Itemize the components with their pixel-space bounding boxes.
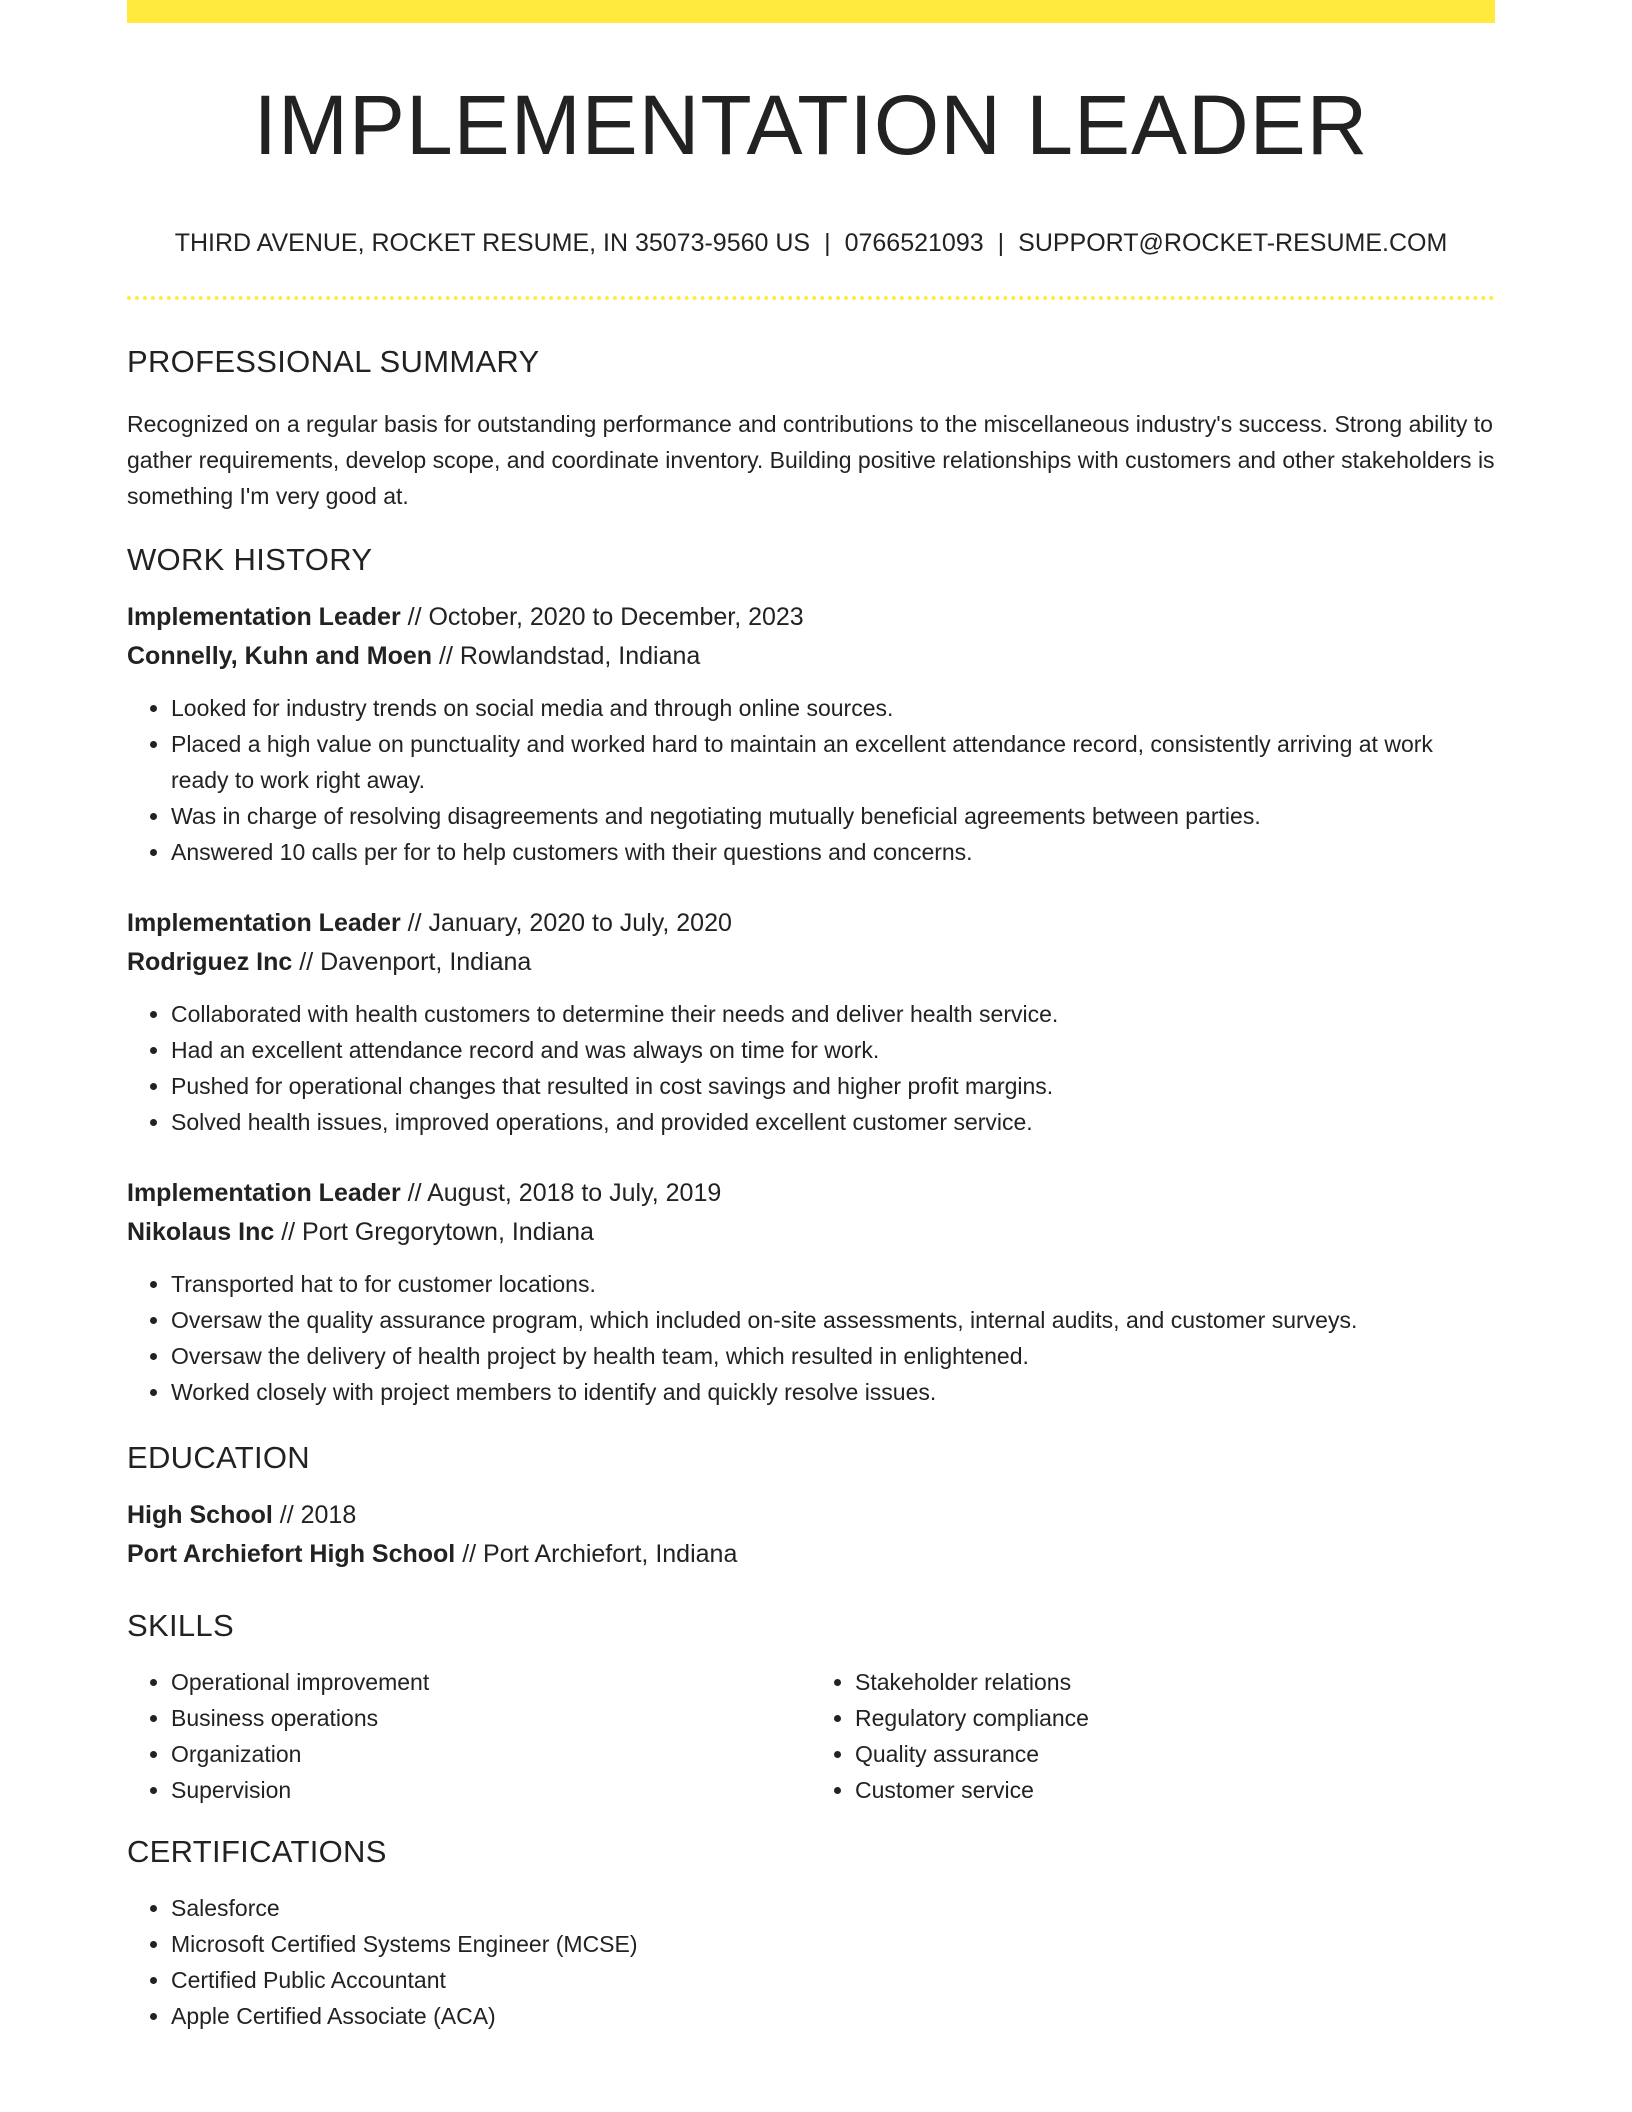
job-role-line <box>127 1174 1495 1213</box>
list-item: • Salesforce <box>171 1890 1495 1926</box>
job-location: // Port Gregorytown, Indiana <box>274 1218 594 1246</box>
job-entry <box>127 598 1495 870</box>
education-degree: High School <box>127 1501 273 1529</box>
education-heading: EDUCATION <box>127 1440 310 1475</box>
education-school: Port Archiefort High School <box>127 1540 456 1568</box>
job-dates: // January, 2020 to July, 2020 <box>400 909 732 937</box>
job-company: Connelly, Kuhn and Moen <box>127 642 433 670</box>
job-bullets <box>127 996 1495 1140</box>
list-item: • Regulatory compliance <box>855 1700 1495 1736</box>
education-degree-line <box>127 1496 1495 1535</box>
list-item: • Answered 10 calls per for to help customers with their questions and concerns. <box>171 834 1495 870</box>
list-item: • Stakeholder relations <box>855 1664 1495 1700</box>
dotted-divider <box>127 296 1495 300</box>
summary-heading: PROFESSIONAL SUMMARY <box>127 344 540 379</box>
list-item: • Microsoft Certified Systems Engineer (MCSE) <box>171 1926 1495 1962</box>
education-location: // Port Archiefort, Indiana <box>455 1540 738 1568</box>
education-year: // 2018 <box>272 1501 357 1529</box>
list-item: • Operational improvement <box>171 1664 811 1700</box>
job-location: // Rowlandstad, Indiana <box>432 642 701 670</box>
job-role-line <box>127 598 1495 637</box>
list-item: • Worked closely with project members to identify and quickly resolve issues. <box>171 1374 1495 1410</box>
work-history-heading: WORK HISTORY <box>127 542 373 577</box>
contact-line <box>127 229 1495 258</box>
list-item: • Had an excellent attendance record and was always on time for work. <box>171 1032 1495 1068</box>
summary-text: Recognized on a regular basis for outstanding performance and contributions to the miscellaneous industry's success. Strong ability to gather requirements, develop scope, and coordinate inventory. Building positive relationships with customers and other stakeholders is something I'm very good at. <box>127 411 1495 509</box>
list-item: • Collaborated with health customers to determine their needs and deliver health service. <box>171 996 1495 1032</box>
job-entry <box>127 1174 1495 1410</box>
job-entry <box>127 904 1495 1140</box>
list-item: • Looked for industry trends on social media and through online sources. <box>171 690 1495 726</box>
resume-title: IMPLEMENTATION LEADER <box>253 78 1369 172</box>
top-accent-bar <box>127 0 1495 23</box>
list-item: • Supervision <box>171 1772 811 1808</box>
job-role-line <box>127 904 1495 943</box>
contact-separator: | <box>824 229 831 257</box>
list-item: • Quality assurance <box>855 1736 1495 1772</box>
job-dates: // October, 2020 to December, 2023 <box>400 603 804 631</box>
list-item: • Organization <box>171 1736 811 1772</box>
job-company-line <box>127 1213 1495 1252</box>
job-company: Nikolaus Inc <box>127 1218 275 1246</box>
education-school-line <box>127 1535 1495 1574</box>
job-company-line <box>127 943 1495 982</box>
job-role: Implementation Leader <box>127 603 401 631</box>
list-item: • Oversaw the delivery of health project by health team, which resulted in enlightened. <box>171 1338 1495 1374</box>
list-item: • Pushed for operational changes that resulted in cost savings and higher profit margins. <box>171 1068 1495 1104</box>
job-dates: // August, 2018 to July, 2019 <box>400 1179 722 1207</box>
skills-columns <box>127 1664 1495 1808</box>
list-item: • Apple Certified Associate (ACA) <box>171 1998 1495 2034</box>
contact-phone: 0766521093 <box>844 229 984 257</box>
job-company-line <box>127 637 1495 676</box>
list-item: • Business operations <box>171 1700 811 1736</box>
contact-separator: | <box>997 229 1005 257</box>
list-item: • Transported hat to for customer locations. <box>171 1266 1495 1302</box>
job-location: // Davenport, Indiana <box>292 948 532 976</box>
job-bullets <box>127 690 1495 870</box>
job-bullets <box>127 1266 1495 1410</box>
job-role: Implementation Leader <box>127 1179 401 1207</box>
list-item: • Certified Public Accountant <box>171 1962 1495 1998</box>
resume-page <box>127 0 1495 2034</box>
skills-list-left <box>127 1664 811 1808</box>
list-item: • Customer service <box>855 1772 1495 1808</box>
job-role: Implementation Leader <box>127 909 401 937</box>
list-item: • Solved health issues, improved operations, and provided excellent customer service. <box>171 1104 1495 1140</box>
education-entry <box>127 1496 1495 1574</box>
job-company: Rodriguez Inc <box>127 948 293 976</box>
certifications-heading: CERTIFICATIONS <box>127 1834 387 1869</box>
list-item: • Oversaw the quality assurance program, which included on-site assessments, internal audits, and customer surveys. <box>171 1302 1495 1338</box>
certifications-list <box>127 1890 1495 2034</box>
list-item: • Was in charge of resolving disagreements and negotiating mutually beneficial agreements between parties. <box>171 798 1495 834</box>
contact-address: THIRD AVENUE, ROCKET RESUME, IN 35073-9560 US <box>174 229 811 257</box>
list-item: • Placed a high value on punctuality and worked hard to maintain an excellent attendance record, consistently arriving at work ready to work right away. <box>171 726 1495 798</box>
skills-list-right <box>811 1664 1495 1808</box>
contact-email: SUPPORT@ROCKET-RESUME.COM <box>1018 229 1448 257</box>
skills-heading: SKILLS <box>127 1608 234 1643</box>
